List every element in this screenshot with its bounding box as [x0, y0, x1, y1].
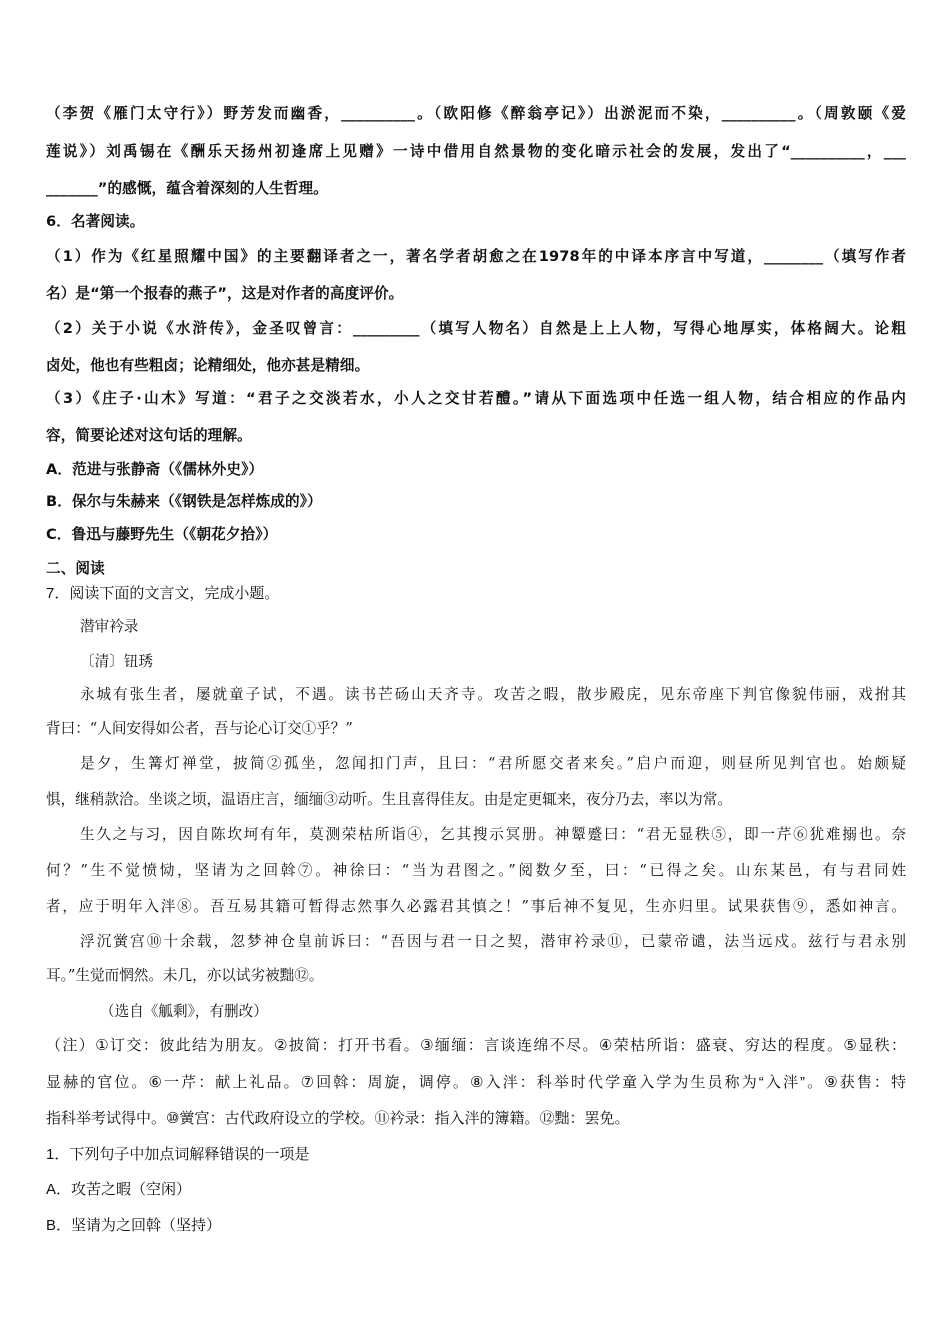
option-c: C．鲁迅与藤野先生（《朝花夕拾》）: [46, 526, 278, 543]
passage-para-3-line-2: 何？”生不觉愤恸，坚请为之回斡⑦。神徐曰：“当为君图之。”阅数夕至，曰：“已得之矣。山东某邑，有与君同姓: [46, 862, 906, 879]
passage-para-3-line-3: 者，应于明年入泮⑧。吾互易其籍可暂得志然事久必露君其慎之！”事后神不复见，生亦归里。试果获售⑨，悉如神言。: [46, 898, 906, 915]
question-6-part-3-line-2: 容，简要论述对这句话的理解。: [46, 427, 252, 444]
notes-line-3: 指科举考试得中。⑩黉宫：古代政府设立的学校。⑪衿录：指入泮的簿籍。⑫黜：罢免。: [46, 1110, 630, 1127]
section-heading-reading: 二、阅读: [46, 560, 105, 577]
question-6-part-2-line-2: 卤处，他也有些粗卤；论精细处，他亦甚是精细。: [46, 357, 370, 374]
fill-blank-poetry-line-1: （李贺《雁门太守行》）野芳发而幽香，__________。（欧阳修《醉翁亭记》）出淤泥而不染，__________。（周敦颐《爱: [46, 105, 906, 122]
subquestion-1-option-b: B．坚请为之回斡（坚持）: [46, 1217, 222, 1234]
passage-para-1-line-1: 永城有张生者，屡就童子试，不遇。读书芒砀山天齐寺。攻苦之暇，散步殿庑，见东帝座下判官像貌伟丽，戏拊其: [80, 686, 906, 703]
question-6-part-3-line-1: （3）《庄子·山木》写道：“君子之交淡若水，小人之交甘若醴。”请从下面选项中任选一组人物，结合相应的作品内: [46, 390, 906, 407]
question-7-heading: 7．阅读下面的文言文，完成小题。: [46, 585, 280, 602]
passage-source: （选自《觚剩》，有删改）: [100, 1003, 268, 1020]
passage-title: 潜审衿录: [80, 618, 139, 635]
fill-blank-poetry-line-3: _______”的感慨，蕴含着深刻的人生哲理。: [46, 180, 328, 197]
passage-author: 〔清〕钮琇: [80, 653, 153, 670]
notes-line-2: 显赫的官位。⑥一芹：献上礼品。⑦回斡：周旋，调停。⑧入泮：科举时代学童入学为生员称为“入泮”。⑨获售：特: [46, 1074, 906, 1091]
option-b: B．保尔与朱赫来（《钢铁是怎样炼成的》）: [46, 493, 322, 510]
subquestion-1: 1．下列句子中加点词解释错误的一项是: [46, 1146, 310, 1163]
question-6-part-1-line-1: （1）作为《红星照耀中国》的主要翻译者之一，著名学者胡愈之在1978年的中译本序言中写道，________（填写作者: [46, 248, 906, 265]
subquestion-1-option-a: A．攻苦之暇（空闲）: [46, 1181, 192, 1198]
passage-para-2-line-1: 是夕，生篝灯禅堂，披简②孤坐，忽闻扣门声，且曰：“君所愿交者来矣。”启户而迎，则昼所见判官也。始颇疑: [80, 755, 906, 772]
passage-para-4-line-2: 耳。”生觉而惘然。未几，亦以试劣被黜⑫。: [46, 967, 324, 984]
passage-para-4-line-1: 浮沉黉宫⑩十余载，忽梦神仓皇前诉曰：“吾因与君一日之契，潜审衿录⑪，已蒙帝谴，法当远戍。兹行与君永别: [80, 933, 906, 950]
notes-line-1: （注）①订交：彼此结为朋友。②披简：打开书看。③缅缅：言谈连绵不尽。④荣枯所诣：盛衰、穷达的程度。⑤显秩：: [46, 1037, 906, 1054]
fill-blank-poetry-line-2: 莲说》）刘禹锡在《酬乐天扬州初逢席上见赠》一诗中借用自然景物的变化暗示社会的发展，发出了“__________，___: [46, 143, 906, 160]
question-6-heading: 6．名著阅读。: [46, 213, 145, 230]
passage-para-1-line-2: 背曰：“人间安得如公者，吾与论心订交①乎？”: [46, 720, 353, 737]
option-a: A．范进与张静斋（《儒林外史》）: [46, 461, 264, 478]
passage-para-2-line-2: 惧，继稍款洽。坐谈之顷，温语庄言，缅缅③动听。生且喜得佳友。由是定更辄来，夜分乃去，率以为常。: [46, 791, 732, 808]
passage-para-3-line-1: 生久之与习，因自陈坎坷有年，莫测荣枯所诣④，乞其搜示冥册。神颦蹙曰：“君无显秩⑤，即一芹⑥犹难搦也。奈: [80, 826, 906, 843]
question-6-part-2-line-1: （2）关于小说《水浒传》，金圣叹曾言：_________（填写人物名）自然是上上人物，写得心地厚实，体格阔大。论粗: [46, 320, 906, 337]
question-6-part-1-line-2: 名）是“第一个报春的燕子”，这是对作者的高度评价。: [46, 285, 404, 302]
